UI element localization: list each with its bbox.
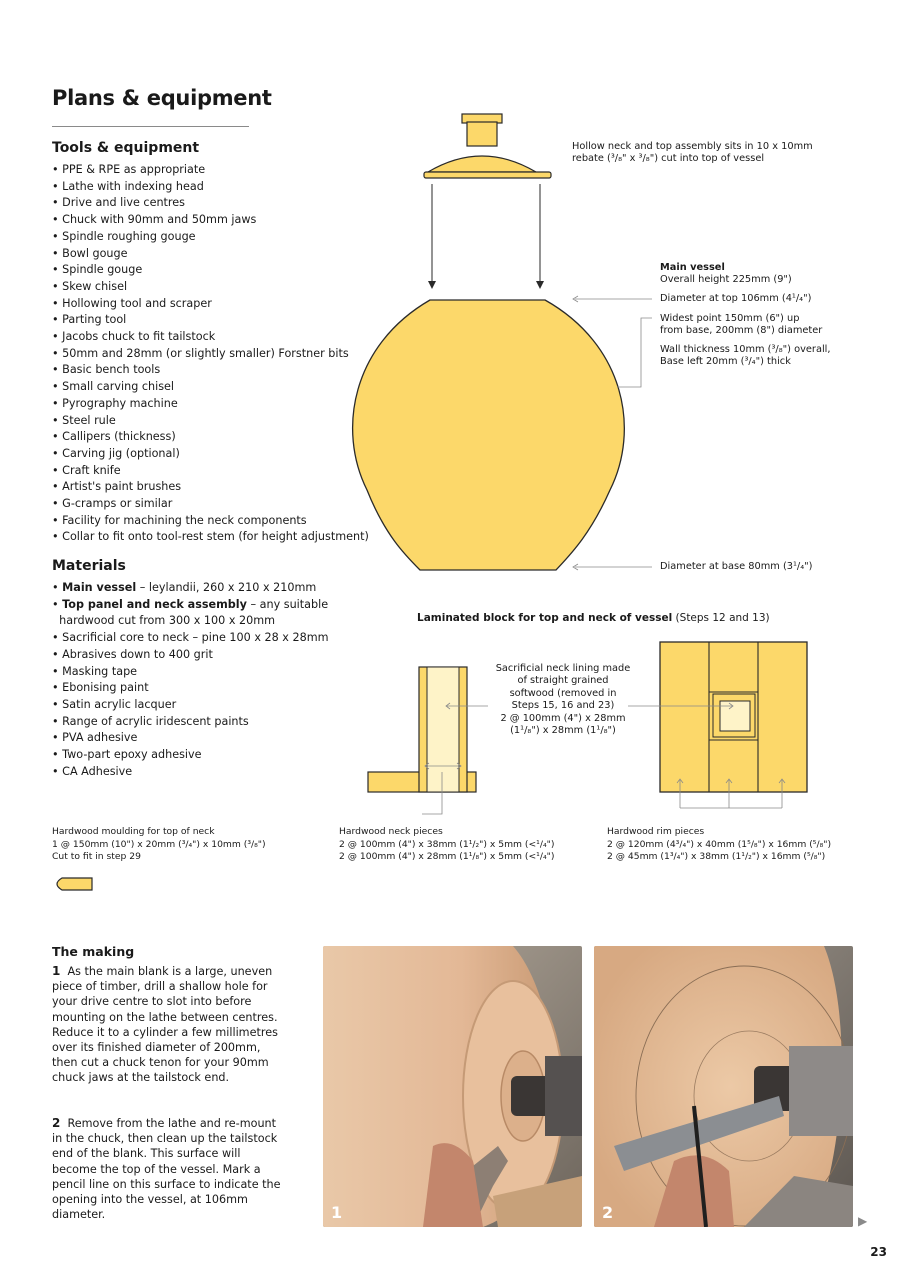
wall-line-1: Wall thickness 10mm (³/₈") overall, (660, 344, 831, 355)
tools-list-item: • Facility for machining the neck components (52, 513, 307, 527)
tools-list-item: • Collar to fit onto tool-rest stem (for height adjustment) (52, 530, 369, 544)
tools-list-item: • Basic bench tools (52, 363, 161, 377)
moulding-profile (57, 878, 92, 890)
tools-list-item: • Artist's paint brushes (52, 480, 182, 494)
tools-list-item: • Skew chisel (52, 279, 128, 293)
materials-list-item: • CA Adhesive (52, 764, 133, 778)
lam-title-rest: (Steps 12 and 13) (672, 612, 770, 624)
tools-list-item: • Small carving chisel (52, 380, 175, 394)
materials-list-item: • Two-part epoxy adhesive (52, 748, 202, 762)
tools-list-item: • G-cramps or similar (52, 497, 173, 511)
top-panel (424, 172, 551, 178)
material-detail: – any suitable (246, 597, 329, 611)
moulding-caption-line: Hardwood moulding for top of neck (52, 826, 215, 837)
widest-line-2: from base, 200mm (8") diameter (660, 325, 823, 336)
material-name: Top panel and neck assembly (62, 597, 247, 611)
materials-list-item: • Top panel and neck assembly – any suitable (52, 597, 329, 611)
tools-list-item: • Spindle roughing gouge (52, 229, 196, 243)
step-2-text: Remove from the lathe and re-mount in the chuck, then clean up the tailstock end of the blank. This surface will become the top of the vessel. Mark a pencil line on this surface to indicate the opening into the vessel, at 106mm diameter. (52, 1117, 281, 1222)
tools-list-item: • 50mm and 28mm (or slightly smaller) Forstner bits (52, 346, 349, 360)
material-detail: Range of acrylic iridescent paints (62, 714, 249, 728)
neck-note-line-2: rebate (³/₈" x ³/₈") cut into top of vessel (572, 153, 765, 164)
sacrificial-note-line: Steps 15, 16 and 23) (511, 700, 615, 712)
laminated-block-title (417, 612, 770, 624)
moulding-caption-line: Cut to fit in step 29 (52, 851, 141, 862)
overall-height: Overall height 225mm (9") (660, 274, 792, 285)
materials-list-item: • Ebonising paint (52, 681, 149, 695)
photo-step-1 (323, 946, 582, 1227)
widest-point-note (660, 313, 822, 337)
main-vessel-note (660, 262, 792, 286)
sacrificial-core (427, 667, 459, 792)
diameter-base-note: Diameter at base 80mm (3¹/₄") (660, 561, 813, 572)
material-detail: CA Adhesive (62, 764, 133, 778)
wall-thickness-note (660, 344, 831, 368)
assembly-arrowhead-right (536, 281, 544, 289)
page-title: Plans & equipment (52, 86, 272, 110)
sacrificial-note-line: of straight grained (517, 675, 609, 687)
rim-pieces-caption-line: 2 @ 120mm (4³/₄") x 40mm (1⁵/₈") x 16mm (⁵/₈") (607, 838, 832, 850)
tools-heading: Tools & equipment (52, 140, 200, 156)
step-1 (52, 964, 282, 1086)
tools-list-item: • Pyrography machine (52, 396, 178, 410)
material-detail: Sacrificial core to neck – pine 100 x 28 x 28mm (62, 631, 329, 645)
main-vessel-shape (353, 300, 625, 570)
tools-list-item: • PPE & RPE as appropriate (52, 163, 206, 176)
photo-2-number: 2 (602, 1203, 614, 1222)
neck-note-line-1: Hollow neck and top assembly sits in 10 x 10mm (572, 141, 813, 152)
assembly-arrowhead-left (428, 281, 436, 289)
materials-list-item: • Range of acrylic iridescent paints (52, 714, 249, 728)
main-vessel-label: Main vessel (660, 262, 725, 273)
tools-list-item: • Bowl gouge (52, 246, 128, 260)
lam-sacrificial-core (720, 701, 750, 731)
leader-widest (617, 318, 652, 387)
tools-list-item: • Lathe with indexing head (52, 179, 204, 193)
neck-pieces-caption-line: Hardwood neck pieces (339, 826, 443, 837)
rim-pieces-caption (607, 826, 831, 864)
material-detail: Satin acrylic lacquer (62, 697, 177, 711)
tools-list-item: • Spindle gouge (52, 263, 143, 277)
material-detail: Abrasives down to 400 grit (62, 647, 213, 661)
neck-stem (467, 122, 497, 146)
tools-list-item: • Carving jig (optional) (52, 446, 180, 460)
step-2-number: 2 (52, 1116, 61, 1130)
rim-pieces-caption-line: 2 @ 45mm (1³/₄") x 38mm (1¹/₂") x 16mm (⁵/₈") (607, 851, 826, 862)
material-detail: Two-part epoxy adhesive (62, 748, 202, 762)
moulding-caption (52, 826, 266, 864)
tools-list-item: • Parting tool (52, 313, 127, 327)
materials-heading: Materials (52, 558, 126, 574)
step-2 (52, 1116, 282, 1222)
material-detail: PVA adhesive (62, 731, 138, 745)
top-dome (428, 156, 536, 172)
tools-list-item: • Steel rule (52, 413, 116, 427)
sacrificial-note-line: 2 @ 100mm (4") x 28mm (500, 712, 626, 724)
material-detail: Ebonising paint (62, 681, 149, 695)
sacrificial-note-line: softwood (removed in (509, 687, 617, 699)
tools-list-item: • Callipers (thickness) (52, 430, 176, 444)
materials-list-item: • PVA adhesive (52, 731, 138, 745)
sacrificial-note-line: Sacrificial neck lining made (495, 663, 631, 674)
materials-list-item: • Satin acrylic lacquer (52, 697, 177, 711)
neck-pieces-caption-line: 2 @ 100mm (4") x 38mm (1¹/₂") x 5mm (<¹/₄") (339, 838, 555, 850)
sacrificial-note-line: (1¹/₈") x 28mm (1¹/₈") (510, 725, 616, 737)
materials-list-item: • Masking tape (52, 664, 138, 678)
sacrificial-lining-note (488, 663, 638, 737)
moulding-caption-line: 1 @ 150mm (10") x 20mm (³/₄") x 10mm (³/₈") (52, 838, 266, 850)
photo-1-number: 1 (331, 1203, 343, 1222)
material-detail: hardwood cut from 300 x 100 x 20mm (59, 614, 276, 628)
widest-line-1: Widest point 150mm (6") up (660, 313, 800, 324)
tools-list-item: • Drive and live centres (52, 196, 185, 210)
step-1-number: 1 (52, 964, 61, 978)
diameter-top-note: Diameter at top 106mm (4¹/₄") (660, 293, 812, 304)
rim-pieces-caption-line: Hardwood rim pieces (607, 826, 705, 837)
neck-assembly-note (572, 141, 813, 165)
material-detail: – leylandii, 260 x 210 x 210mm (136, 581, 317, 594)
tools-list-item: • Hollowing tool and scraper (52, 296, 212, 310)
making-heading: The making (52, 944, 135, 959)
tools-list-item: • Craft knife (52, 463, 121, 477)
photo-1-image (323, 946, 582, 1227)
neck-pieces-caption (339, 826, 554, 864)
materials-list-item: • Main vessel – leylandii, 260 x 210 x 210mm (52, 581, 317, 594)
step-1-text: As the main blank is a large, uneven piece of timber, drill a shallow hole for your drive centre to slot into before mounting on the lathe between centres. Reduce it to a cylinder a few millimetres over its finished diameter of 200mm, then cut a chuck tenon for your 90mm chuck jaws at the tailstock end. (52, 965, 278, 1085)
tools-list-item: • Jacobs chuck to fit tailstock (52, 330, 216, 344)
materials-list-item: • Abrasives down to 400 grit (52, 647, 213, 661)
material-name: Main vessel (62, 581, 137, 594)
neck-pieces-caption-line: 2 @ 100mm (4") x 28mm (1¹/₈") x 5mm (<¹/₄") (339, 851, 555, 862)
page-number: 23 (870, 1245, 887, 1259)
wall-line-2: Base left 20mm (³/₄") thick (660, 356, 791, 367)
material-detail: Masking tape (62, 664, 138, 678)
lam-title-bold: Laminated block for top and neck of vessel (417, 612, 673, 624)
tools-list-item: • Chuck with 90mm and 50mm jaws (52, 213, 257, 227)
photo-step-2 (594, 946, 853, 1227)
next-page-arrow-icon: ▶ (858, 1214, 868, 1228)
photo-2-image (594, 946, 853, 1227)
materials-list-item: • Sacrificial core to neck – pine 100 x 28 x 28mm (52, 631, 329, 645)
